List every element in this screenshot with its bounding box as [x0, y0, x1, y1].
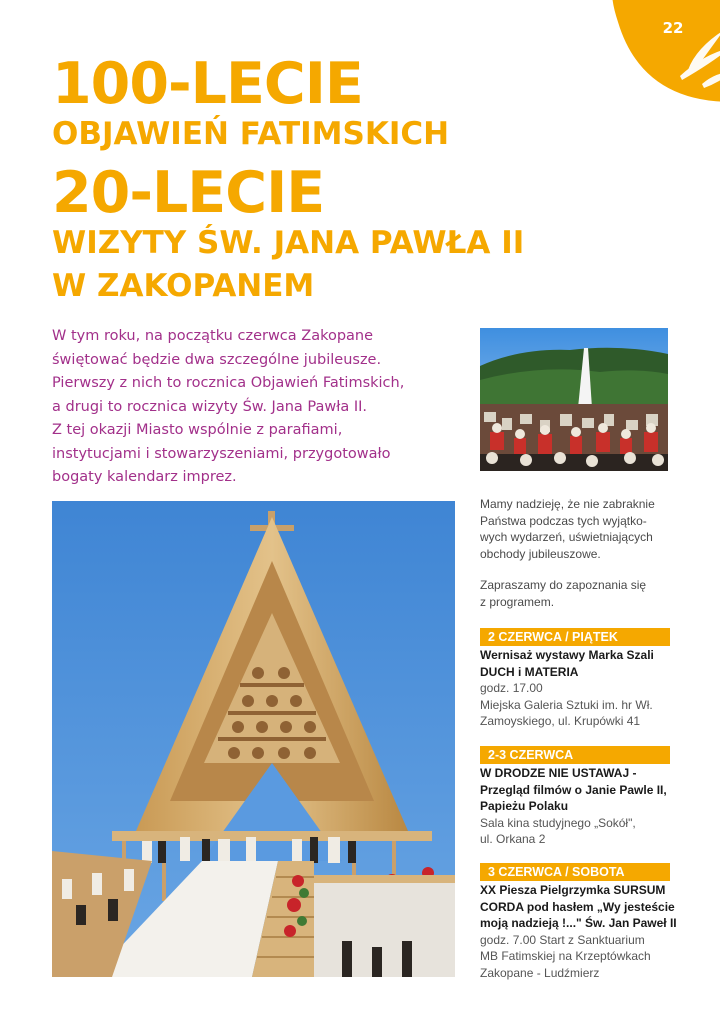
- event-title-line: Przegląd filmów o Janie Pawle II,: [480, 782, 667, 797]
- sidebar-line: Zapraszamy do zapoznania się: [480, 578, 647, 592]
- event-title-line: CORDA pod hasłem „Wy jesteście: [480, 899, 675, 914]
- event-info: [480, 932, 670, 982]
- event-title: [480, 882, 677, 932]
- sidebar-line: Państwa podczas tych wyjątko-: [480, 513, 647, 528]
- title-line-2: OBJAWIEŃ FATIMSKICH: [52, 116, 450, 152]
- event-title-line: moją nadzieją !..." Św. Jan Paweł II: [480, 916, 677, 930]
- crowd-ski-jump-photo: [480, 328, 668, 471]
- title-line-3: 20-LECIE: [52, 160, 325, 226]
- wooden-altar-photo: [52, 501, 455, 977]
- event-info-line: Sala kina studyjnego „Sokół",: [480, 815, 636, 830]
- title-line-5: W ZAKOPANEM: [52, 268, 315, 304]
- event-title-line: W DRODZE NIE USTAWAJ -: [480, 766, 637, 780]
- page-number: 22: [662, 19, 684, 37]
- event-1: [480, 628, 670, 730]
- event-info-line: Zakopane - Ludźmierz: [480, 965, 600, 980]
- event-title-line: XX Piesza Pielgrzymka SURSUM: [480, 883, 666, 897]
- intro-line: W tym roku, na początku czerwca Zakopane: [52, 328, 374, 344]
- page-corner-decoration: [612, 0, 720, 102]
- event-info-line: Zamoyskiego, ul. Krupówki 41: [480, 714, 641, 728]
- event-title-line: Wernisaż wystawy Marka Szali: [480, 648, 654, 662]
- event-date: 2-3 CZERWCA: [480, 746, 670, 764]
- title-line-1: 100-LECIE: [52, 51, 363, 117]
- event-info: [480, 815, 670, 848]
- sidebar-line: wych wydarzeń, uświetniających: [480, 530, 653, 544]
- event-date: 2 CZERWCA / PIĄTEK: [480, 628, 670, 646]
- intro-line: bogaty kalendarz imprez.: [52, 469, 237, 485]
- sidebar-line: obchody jubileuszowe.: [480, 546, 601, 561]
- event-title: [480, 647, 670, 680]
- intro-line: Pierwszy z nich to rocznica Objawień Fatimskich,: [52, 375, 405, 391]
- sidebar-paragraph-2: [480, 577, 670, 610]
- event-info-line: ul. Orkana 2: [480, 832, 546, 846]
- intro-line: instytucjami i stowarzyszeniami, przygotowało: [52, 445, 391, 462]
- title-line-4: WIZYTY ŚW. JANA PAWŁA II: [52, 225, 525, 261]
- event-info-line: Miejska Galeria Sztuki im. hr Wł.: [480, 697, 653, 712]
- event-2: [480, 746, 670, 848]
- sidebar-paragraph-1: [480, 496, 670, 562]
- event-3: [480, 863, 677, 981]
- event-info: [480, 680, 670, 730]
- intro-line: Z tej okazji Miasto wspólnie z parafiami,: [52, 422, 343, 438]
- event-title-line: DUCH i MATERIA: [480, 664, 579, 679]
- intro-paragraph: [52, 325, 472, 490]
- sidebar-line: Mamy nadzieję, że nie zabraknie: [480, 497, 655, 511]
- event-info-line: godz. 17.00: [480, 681, 543, 695]
- event-info-line: MB Fatimskiej na Krzeptówkach: [480, 949, 651, 963]
- event-info-line: godz. 7.00 Start z Sanktuarium: [480, 932, 645, 947]
- event-date: 3 CZERWCA / SOBOTA: [480, 863, 670, 881]
- sidebar-line: z programem.: [480, 594, 555, 609]
- event-title: [480, 765, 670, 815]
- event-title-line: Papieżu Polaku: [480, 799, 569, 813]
- intro-line: a drugi to rocznica wizyty Św. Jana Pawła II.: [52, 398, 368, 415]
- intro-line: świętować będzie dwa szczególne jubileusze.: [52, 351, 382, 368]
